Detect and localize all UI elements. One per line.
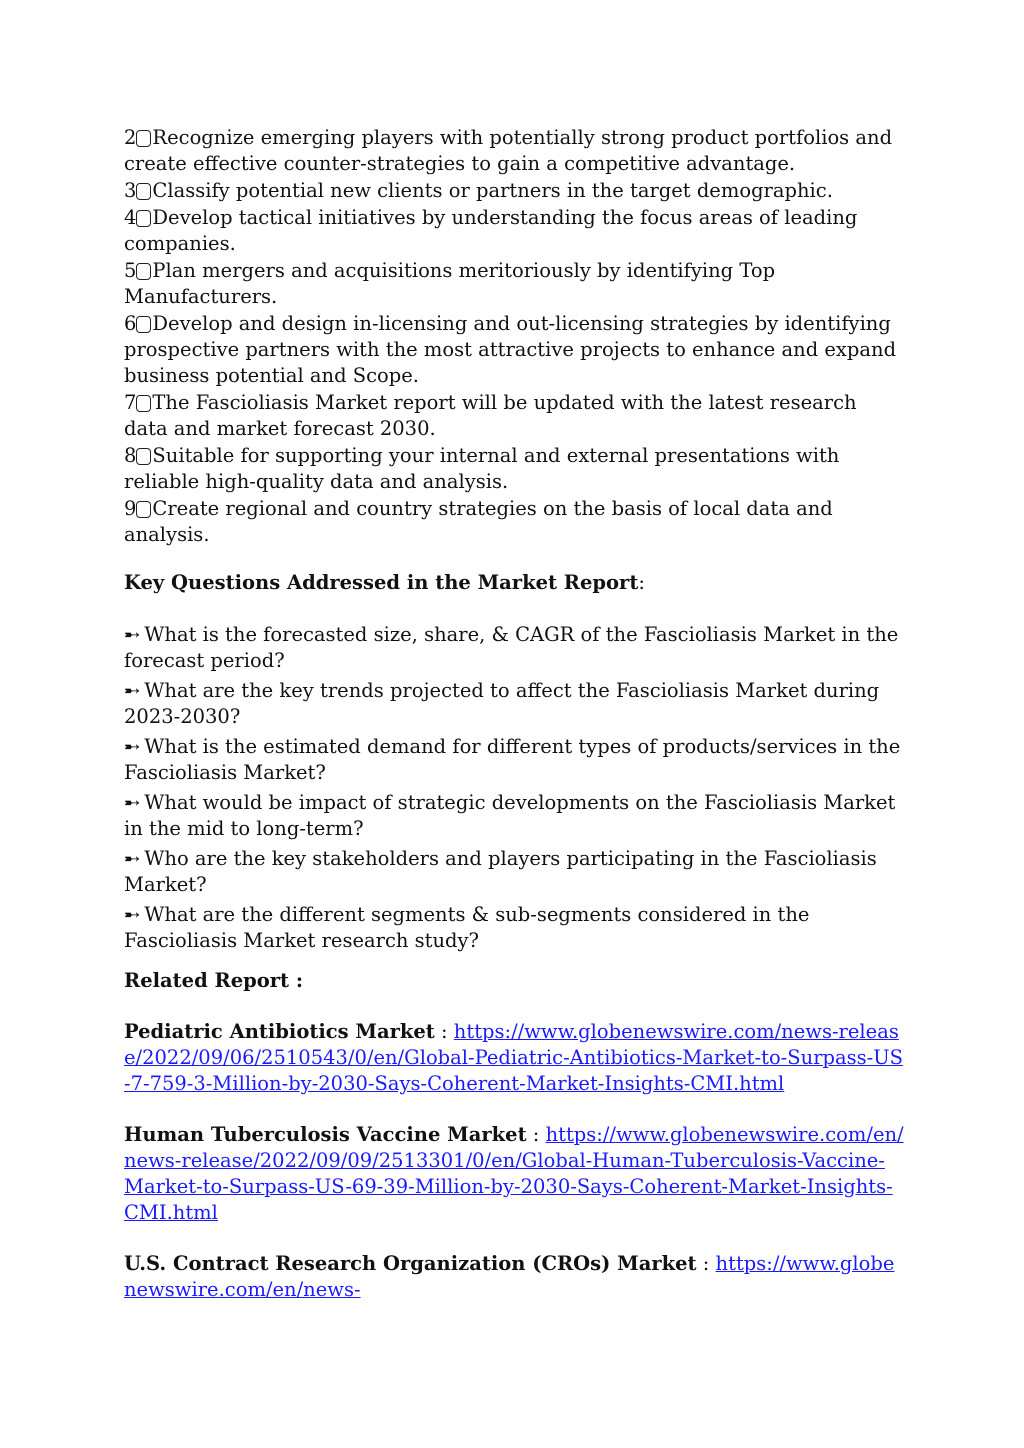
arrow-bullet-icon: ➸ bbox=[124, 903, 141, 926]
report-name: U.S. Contract Research Organization (CROs) Market bbox=[124, 1252, 697, 1275]
item-text: Develop tactical initiatives by understanding the focus areas of leading companies. bbox=[124, 206, 858, 255]
item-text: Develop and design in-licensing and out-licensing strategies by identifying prospective partners with the most attractive projects to enhance and expand business potential and Scope. bbox=[124, 312, 897, 387]
report-separator: : bbox=[696, 1252, 716, 1275]
question-text: Who are the key stakeholders and players participating in the Fascioliasis Market? bbox=[124, 847, 877, 896]
checkbox-glyph-icon bbox=[136, 210, 151, 227]
item-number: 7 bbox=[124, 391, 137, 414]
question-item bbox=[124, 678, 904, 730]
question-text: What are the different segments & sub-segments considered in the Fascioliasis Market research study? bbox=[124, 903, 810, 952]
checkbox-glyph-icon bbox=[136, 183, 151, 200]
report-link[interactable]: https://www.globenewswire.com/en/news-release/2022/09/09/2513301/0/en/Global-Human-Tuberculosis-Vaccine-Market-to-Surpass-US-69-39-Million-by-2030-Says-Coherent-Market-Insights-CMI.html bbox=[124, 1123, 904, 1224]
list-item bbox=[124, 311, 904, 389]
item-text: The Fascioliasis Market report will be updated with the latest research data and market forecast 2030. bbox=[124, 391, 857, 440]
related-report-entry bbox=[124, 1251, 904, 1303]
checkbox-glyph-icon bbox=[136, 263, 151, 280]
heading-colon: : bbox=[638, 571, 645, 594]
related-report-entry bbox=[124, 1019, 904, 1097]
question-text: What are the key trends projected to affect the Fascioliasis Market during 2023-2030? bbox=[124, 679, 880, 728]
arrow-bullet-icon: ➸ bbox=[124, 735, 141, 758]
arrow-bullet-icon: ➸ bbox=[124, 791, 141, 814]
related-report-entry bbox=[124, 1122, 904, 1226]
numbered-list bbox=[124, 125, 904, 548]
list-item bbox=[124, 390, 904, 442]
list-item bbox=[124, 443, 904, 495]
list-item bbox=[124, 258, 904, 310]
related-report-heading: Related Report : bbox=[124, 969, 304, 992]
list-item bbox=[124, 178, 904, 204]
item-number: 2 bbox=[124, 126, 137, 149]
item-number: 8 bbox=[124, 444, 137, 467]
report-separator: : bbox=[434, 1020, 454, 1043]
question-text: What would be impact of strategic developments on the Fascioliasis Market in the mid to long-term? bbox=[124, 791, 896, 840]
item-number: 4 bbox=[124, 206, 137, 229]
checkbox-glyph-icon bbox=[136, 501, 151, 518]
question-text: What is the estimated demand for different types of products/services in the Fascioliasis Market? bbox=[124, 735, 901, 784]
checkbox-glyph-icon bbox=[136, 316, 151, 333]
arrow-bullet-icon: ➸ bbox=[124, 847, 141, 870]
checkbox-glyph-icon bbox=[136, 130, 151, 147]
question-item bbox=[124, 622, 904, 674]
list-item bbox=[124, 496, 904, 548]
item-text: Classify potential new clients or partners in the target demographic. bbox=[152, 179, 833, 202]
checkbox-glyph-icon bbox=[136, 395, 151, 412]
key-questions-title: Key Questions Addressed in the Market Report bbox=[124, 571, 639, 594]
report-link[interactable]: https://www.globenewswire.com/news-release/2022/09/06/2510543/0/en/Global-Pediatric-Antibiotics-Market-to-Surpass-US-7-759-3-Million-by-2030-Says-Coherent-Market-Insights-CMI.html bbox=[124, 1020, 904, 1095]
key-questions-heading bbox=[124, 570, 904, 596]
question-item bbox=[124, 790, 904, 842]
item-number: 3 bbox=[124, 179, 137, 202]
arrow-bullet-icon: ➸ bbox=[124, 679, 141, 702]
report-link[interactable]: https://www.globenewswire.com/en/news- bbox=[124, 1252, 895, 1301]
list-item bbox=[124, 205, 904, 257]
item-text: Plan mergers and acquisitions meritoriously by identifying Top Manufacturers. bbox=[124, 259, 776, 308]
checkbox-glyph-icon bbox=[136, 448, 151, 465]
list-item bbox=[124, 125, 904, 177]
item-number: 5 bbox=[124, 259, 137, 282]
report-separator: : bbox=[526, 1123, 546, 1146]
item-number: 9 bbox=[124, 497, 137, 520]
item-number: 6 bbox=[124, 312, 137, 335]
questions-list bbox=[124, 622, 904, 954]
arrow-bullet-icon: ➸ bbox=[124, 623, 141, 646]
question-item bbox=[124, 734, 904, 786]
report-name: Pediatric Antibiotics Market bbox=[124, 1020, 435, 1043]
question-item bbox=[124, 846, 904, 898]
question-text: What is the forecasted size, share, & CAGR of the Fascioliasis Market in the forecast period? bbox=[124, 623, 899, 672]
item-text: Suitable for supporting your internal and external presentations with reliable high-quality data and analysis. bbox=[124, 444, 840, 493]
question-item bbox=[124, 902, 904, 954]
item-text: Create regional and country strategies on the basis of local data and analysis. bbox=[124, 497, 833, 546]
report-name: Human Tuberculosis Vaccine Market bbox=[124, 1123, 527, 1146]
item-text: Recognize emerging players with potentially strong product portfolios and create effective counter-strategies to gain a competitive advantage. bbox=[124, 126, 893, 175]
